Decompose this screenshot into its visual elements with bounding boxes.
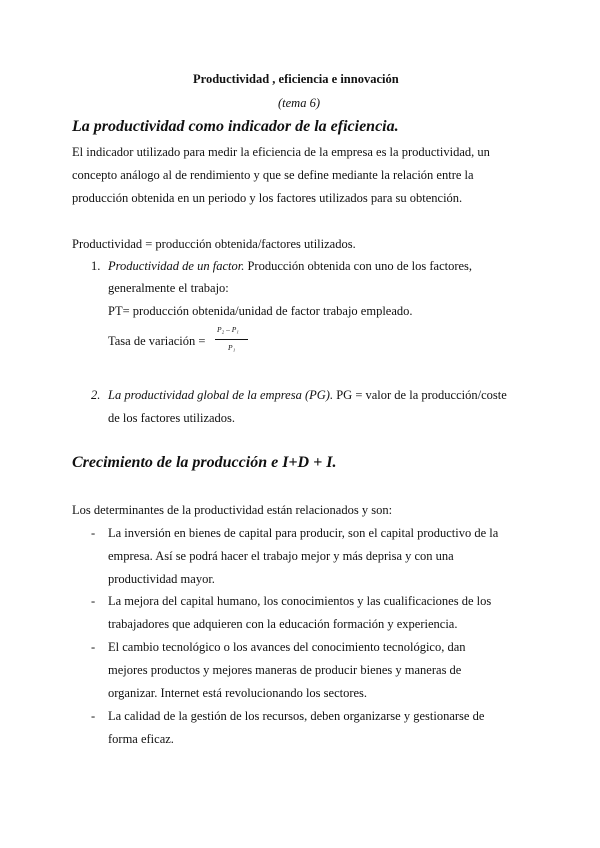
bullet-dash: -: [91, 640, 96, 654]
item-title: Productividad de un factor.: [108, 259, 245, 273]
pt-definition: PT= producción obtenida/unidad de factor trabajo empleado.: [108, 304, 413, 318]
bullet-line: forma eficaz.: [108, 732, 174, 746]
paragraph-line: producción obtenida en un periodo y los factores utilizados para su obtención.: [72, 191, 463, 205]
list-number: 2.: [91, 388, 101, 402]
bullet-line: La mejora del capital humano, los conocimientos y las cualificaciones de los: [108, 594, 492, 608]
bullet-dash: -: [91, 709, 96, 723]
list-item-line: [108, 387, 507, 403]
bullet-line: mejores productos y mejores maneras de producir bienes y maneras de: [108, 663, 462, 677]
item-title: La productividad global de la empresa (PG).: [108, 388, 334, 402]
list-item-line: de los factores utilizados.: [108, 411, 236, 425]
tasa-variacion-label: Tasa de variación =: [108, 334, 206, 348]
bullet-line: trabajadores que adquieren con la educación formación y experiencia.: [108, 617, 458, 631]
paragraph-line: El indicador utilizado para medir la eficiencia de la empresa es la productividad, un: [72, 145, 490, 159]
section-intro: Los determinantes de la productividad están relacionados y son:: [72, 503, 393, 517]
section-heading-productividad: La productividad como indicador de la eficiencia.: [72, 118, 399, 135]
section-heading-crecimiento: Crecimiento de la producción e I+D + I.: [72, 454, 337, 471]
list-item-line: [108, 258, 472, 274]
bullet-line: productividad mayor.: [108, 572, 215, 586]
fraction-bar: [215, 339, 248, 340]
list-item-line: generalmente el trabajo:: [108, 281, 229, 295]
paragraph-line: concepto análogo al de rendimiento y que se define mediante la relación entre la: [72, 168, 474, 182]
bullet-line: organizar. Internet está revolucionando los sectores.: [108, 686, 368, 700]
bullet-line: empresa. Así se podrá hacer el trabajo mejor y más deprisa y con una: [108, 549, 454, 563]
productividad-formula: Productividad = producción obtenida/factores utilizados.: [72, 237, 356, 251]
fraction-denominator: P₁: [228, 343, 236, 352]
fraction-numerator: P₂ – P₁: [217, 325, 239, 334]
bullet-line: La inversión en bienes de capital para producir, son el capital productivo de la: [108, 526, 499, 540]
bullet-line: La calidad de la gestión de los recursos, deben organizarse y gestionarse de: [108, 709, 485, 723]
bullet-line: El cambio tecnológico o los avances del conocimiento tecnológico, dan: [108, 640, 466, 654]
bullet-dash: -: [91, 526, 96, 540]
list-number: 1.: [91, 259, 101, 273]
bullet-dash: -: [91, 594, 96, 608]
document-subtitle: (tema 6): [278, 96, 320, 110]
item-text: PG = valor de la producción/coste: [333, 388, 507, 402]
item-text: Producción obtenida con uno de los factores,: [244, 259, 473, 273]
document-title: Productividad , eficiencia e innovación: [193, 72, 399, 86]
